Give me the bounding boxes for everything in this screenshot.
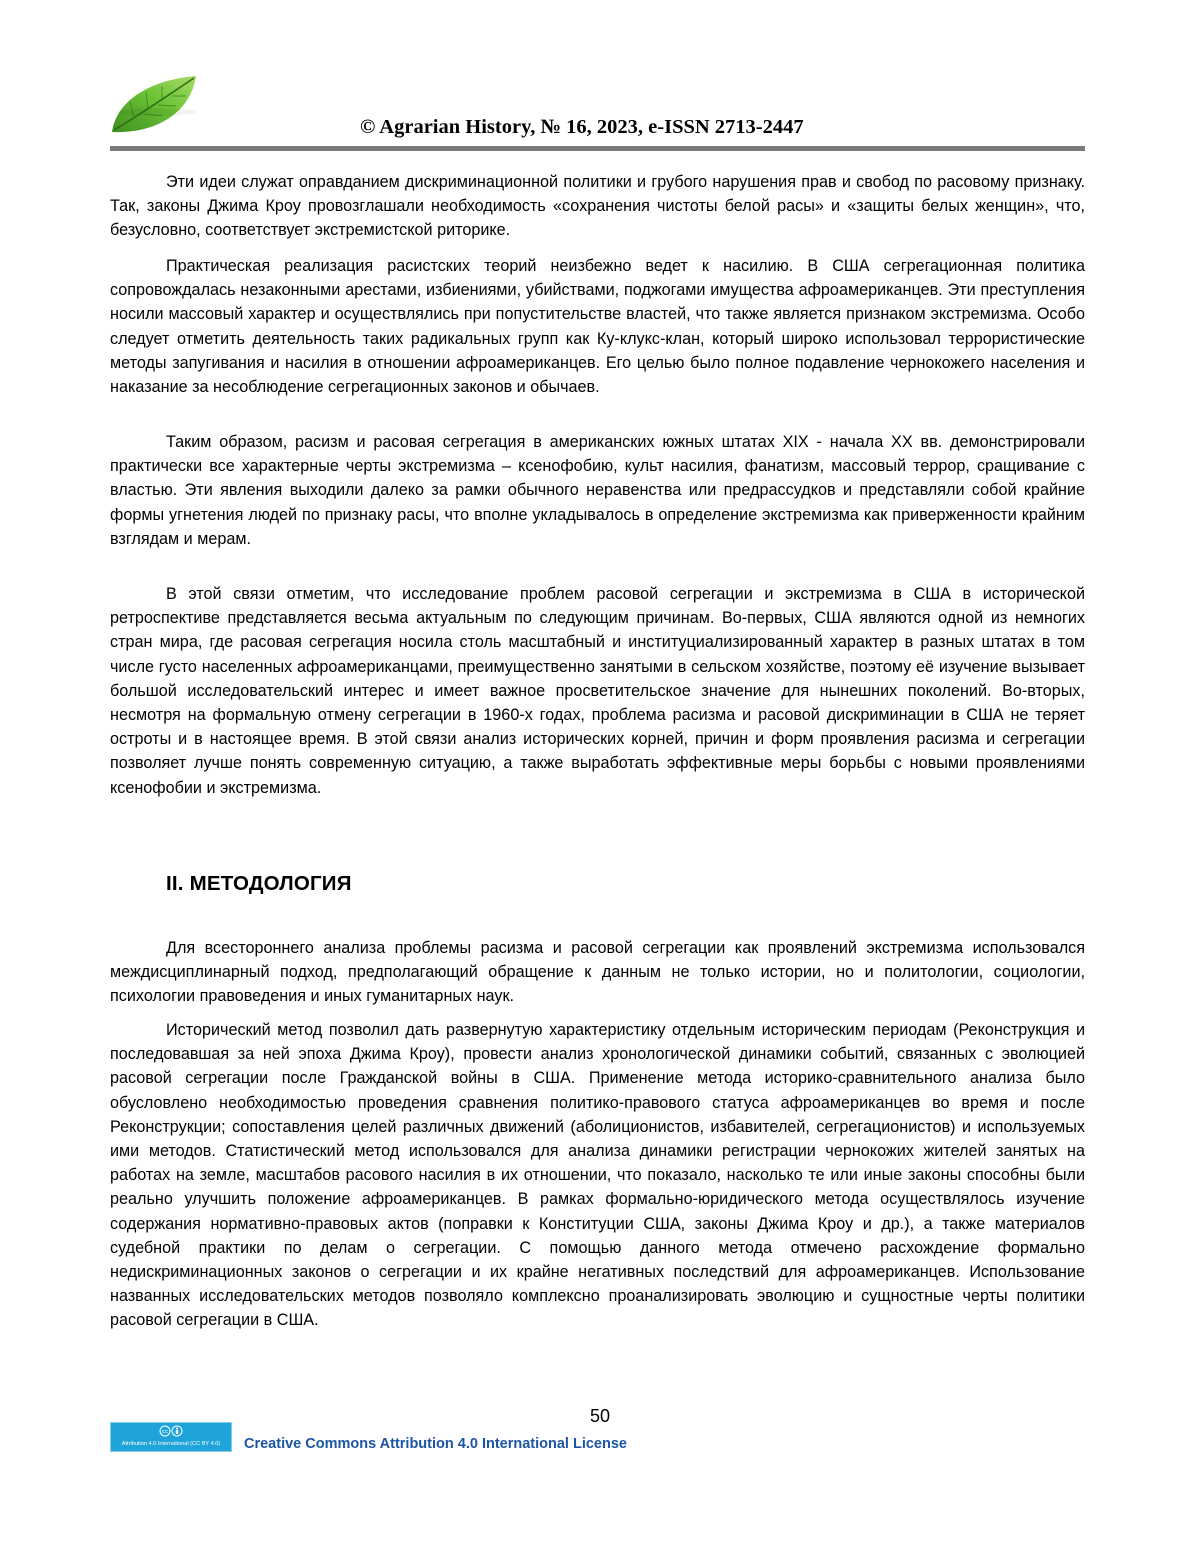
license-link[interactable]: Creative Commons Attribution 4.0 International License: [244, 1436, 627, 1452]
page-number: 50: [589, 1406, 611, 1426]
header-divider: [110, 146, 1085, 151]
paragraph-3: Таким образом, расизм и расовая сегрегация в американских южных штатах XIX - начала XX вв. демонстрировали практически все характерные черты экстремизма – ксенофобию, культ насилия, фанатизм, массовый террор, сращивание с властью. Эти явления выходили далеко за рамки обычного неравенства или предрассудков и представляли собой крайние формы угнетения людей по признаку расы, что вполне укладывалось в определение экстремизма как приверженности крайним взглядам и мерам.: [110, 433, 1085, 548]
creative-commons-icon: [159, 1425, 183, 1437]
section-heading: II. МЕТОДОЛОГИЯ: [166, 872, 352, 895]
journal-header: © Agrarian History, № 16, 2023, e-ISSN 2713-2447: [360, 116, 804, 138]
paragraph-2: Практическая реализация расистских теорий неизбежно ведет к насилию. В США сегрегационная политика сопровождалась незаконными арестами, избиениями, убийствами, поджогами имущества афроамериканцев. Эти преступления носили массовый характер и осуществлялись при попустительстве властей, что также является признаком экстремизма. Особо следует отметить деятельность таких радикальных групп как Ку-клукс-клан, который широко использовал террористические методы запугивания и насилия в отношении афроамериканцев. Его целью было полное подавление чернокожего населения и наказание за несоблюдение сегрегационных законов и обычаев.: [110, 257, 1085, 397]
cc-badge-text: Attribution 4.0 International (CC BY 4.0): [121, 1441, 221, 1447]
paragraph-1: Эти идеи служат оправданием дискриминационной политики и грубого нарушения прав и свобод по расовому признаку. Так, законы Джима Кроу провозглашали необходимость «сохранения чистоты белой расы» и «защиты белых женщин», что, безусловно, соответствует экстремистской риторике.: [110, 173, 1085, 240]
paragraph-4: В этой связи отметим, что исследование проблем расовой сегрегации и экстремизма в США в исторической ретроспективе представляется весьма актуальным по следующим причинам. Во-первых, США являются одной из немногих стран мира, где расовая сегрегация носила столь масштабный и институциализированный характер в разных штатах в том числе густо населенных афроамериканцами, преимущественно занятыми в сельском хозяйстве, поэтому её изучение вызывает большой исследовательский интерес и имеет важное просветительское значение для нынешних поколений. Во-вторых, несмотря на формальную отмену сегрегации в 1960-х годах, проблема расизма и расовой дискриминации в США не теряет остроты и в настоящее время. В этой связи анализ исторических корней, причин и форм проявления расизма и сегрегации позволяет лучше понять современную ситуацию, а также выработать эффективные меры борьбы с новыми проявлениями ксенофобии и экстремизма.: [110, 585, 1085, 797]
methodology-paragraph-1: Для всестороннего анализа проблемы расизма и расовой сегрегации как проявлений экстремизма использовался междисциплинарный подход, предполагающий обращение к данным не только истории, но и политологии, социологии, психологии правоведения и иных гуманитарных наук.: [110, 939, 1085, 1006]
cc-license-badge[interactable]: [110, 1422, 232, 1452]
green-leaf-icon: [108, 72, 200, 138]
svg-text:cc: cc: [161, 1429, 169, 1436]
methodology-paragraph-2: Исторический метод позволил дать развернутую характеристику отдельным историческим периодам (Реконструкция и последовавшая за ней эпоха Джима Кроу), провести анализ хронологической динамики событий, связанных с эволюцией расовой сегрегации после Гражданской войны в США. Применение метода историко-сравнительного анализа было обусловлено необходимостью проведения сравнения политико-правового статуса афроамериканцев во время и после Реконструкции; сопоставления целей различных движений (аболиционистов, избавителей, сегрегационистов) и используемых ими методов. Статистический метод использовался для анализа динамики регистрации чернокожих жителей занятых на работах на земле, масштабов расового насилия в их отношении, что показало, насколько те или иные законы способны были реально улучшить положение афроамериканцев. В рамках формально-юридического метода осуществлялось изучение содержания нормативно-правовых актов (поправки к Конституции США, законы Джима Кроу и др.), а также материалов судебной практики по делам о сегрегации. С помощью данного метода отмечено расхождение формально недискриминационных законов о сегрегации и их крайне негативных последствий для афроамериканцев. Использование названных исследовательских методов позволяло комплексно проанализировать эволюцию и сущностные черты политики расовой сегрегации в США.: [110, 1021, 1085, 1330]
